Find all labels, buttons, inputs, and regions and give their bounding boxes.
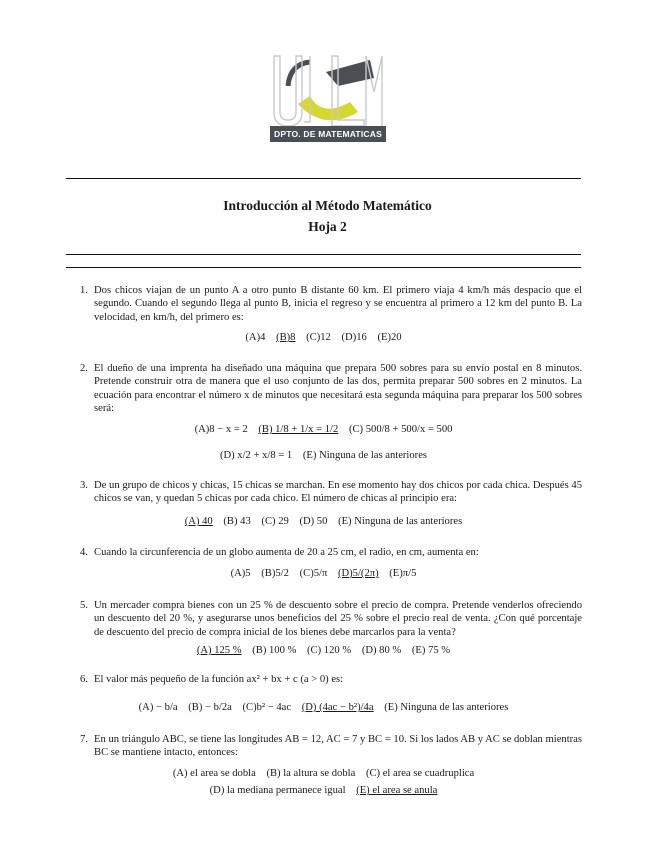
option-c: (C)5/π <box>299 568 328 579</box>
option-e: (E) Ninguna de las anteriores <box>302 450 428 461</box>
option-e-correct: (E) el area se anula <box>356 785 438 796</box>
question-text: El valor más pequeño de la función ax² + bx + c (a > 0) es: <box>94 674 344 685</box>
question-5 <box>80 599 582 639</box>
question-text: Un mercader compra bienes con un 25 % de descuento sobre el precio de compra. Pretende venderlos ofreciendo un descuento del 20 %, y asegurarse unos beneficios del 25 % sobre el precio real de venta. ¿Con qué porcentaje de descuento del precio de compra inicial de los bienes debe marcarlos para la venta? <box>94 600 582 638</box>
question-7 <box>80 733 582 760</box>
question-1 <box>80 284 582 324</box>
question-6 <box>80 673 582 686</box>
option-b-correct: (B) 1/8 + 1/x = 1/2 <box>258 424 339 435</box>
department-logo <box>270 52 386 144</box>
option-a-correct: (A) 40 <box>184 516 213 527</box>
option-d: (D)16 <box>341 332 367 343</box>
question-text: De un grupo de chicos y chicas, 15 chicas se marchan. En ese momento hay dos chicos por cada chica. Después 45 chicos se van, y quedan 5 chicas por cada chico. El número de chicas al principio era: <box>94 480 582 505</box>
option-b-correct: (B)8 <box>276 332 296 343</box>
course-title: Introducción al Método Matemático <box>223 198 432 213</box>
option-c: (C) 500/8 + 500/x = 500 <box>348 424 453 435</box>
option-c: (C) 29 <box>261 516 289 527</box>
option-e: (E) Ninguna de las anteriores <box>384 702 509 713</box>
sheet-title: Hoja 2 <box>308 219 347 234</box>
option-c: (C)12 <box>306 332 331 343</box>
question-7-options-row-2 <box>66 785 581 796</box>
option-d-correct: (D) (4ac − b²)/4a <box>301 702 374 713</box>
question-text: El dueño de una imprenta ha diseñado una máquina que prepara 500 sobres para su envío postal en 8 minutos. Pretende construir otra de manera que el uso conjunto de las dos, permita preparar 500 sobres en 2 minutos. La ecuación para encontrar el número x de minutos que necesitará esta segunda máquina para preparar los 500 sobres será: <box>94 363 582 415</box>
bottom-rule-2 <box>66 267 581 268</box>
question-5-options <box>66 645 581 656</box>
logo-graphic <box>270 52 386 128</box>
question-2 <box>80 362 582 416</box>
question-number: 3. <box>80 480 88 491</box>
option-e: (E)20 <box>377 332 402 343</box>
option-b: (B) la altura se dobla <box>266 768 356 779</box>
question-number: 5. <box>80 600 88 611</box>
option-e: (E)π/5 <box>389 568 417 579</box>
question-number: 7. <box>80 734 88 745</box>
option-e: (E) 75 % <box>411 645 451 656</box>
question-3-options <box>66 516 581 527</box>
option-b: (B) 43 <box>223 516 251 527</box>
question-1-options <box>66 332 581 343</box>
question-2-options-row-1 <box>66 424 581 435</box>
option-a-correct: (A) 125 % <box>196 645 242 656</box>
option-c: (C) el area se cuadruplica <box>365 768 475 779</box>
option-d: (D) x/2 + x/8 = 1 <box>219 450 293 461</box>
question-number: 6. <box>80 674 88 685</box>
option-a: (A) el area se dobla <box>172 768 256 779</box>
option-d-correct: (D)5/(2π) <box>337 568 379 579</box>
question-2-options-row-2 <box>66 450 581 461</box>
question-number: 2. <box>80 363 88 374</box>
option-a: (A) − b/a <box>138 702 178 713</box>
option-a: (A)4 <box>245 332 266 343</box>
option-b: (B) 100 % <box>252 645 297 656</box>
question-text: Cuando la circunferencia de un globo aumenta de 20 a 25 cm, el radio, en cm, aumenta en: <box>94 547 479 558</box>
top-rule <box>66 178 581 179</box>
question-6-options <box>66 702 581 713</box>
option-d: (D) 50 <box>299 516 328 527</box>
question-7-options-row-1 <box>66 768 581 779</box>
question-4-options <box>66 568 581 579</box>
option-c: (C)b² − 4ac <box>242 702 292 713</box>
logo-text: DPTO. DE MATEMATICAS <box>270 126 386 142</box>
option-c: (C) 120 % <box>307 645 352 656</box>
question-4 <box>80 546 582 559</box>
question-number: 1. <box>80 285 88 296</box>
option-d: (D) 80 % <box>361 645 402 656</box>
option-e: (E) Ninguna de las anteriores <box>338 516 463 527</box>
question-text: En un triángulo ABC, se tiene las longitudes AB = 12, AC = 7 y BC = 10. Si los lados AB y AC se doblan mientras BC se mantiene intacto, entonces: <box>94 734 582 759</box>
bottom-rule-1 <box>66 254 581 255</box>
question-text: Dos chicos viajan de un punto A a otro punto B distante 60 km. El primero viaja 4 km/h más despacio que el segundo. Cuando el segundo llega al punto B, inicia el regreso y se encuentra al primero a 12 km del punto B. La velocidad, en km/h, del primero es: <box>94 285 582 323</box>
option-b: (B) − b/2a <box>188 702 232 713</box>
option-a: (A)5 <box>230 568 251 579</box>
option-d: (D) la mediana permanece igual <box>209 785 346 796</box>
option-b: (B)5/2 <box>261 568 289 579</box>
option-a: (A)8 − x = 2 <box>194 424 248 435</box>
question-number: 4. <box>80 547 88 558</box>
question-3 <box>80 479 582 506</box>
